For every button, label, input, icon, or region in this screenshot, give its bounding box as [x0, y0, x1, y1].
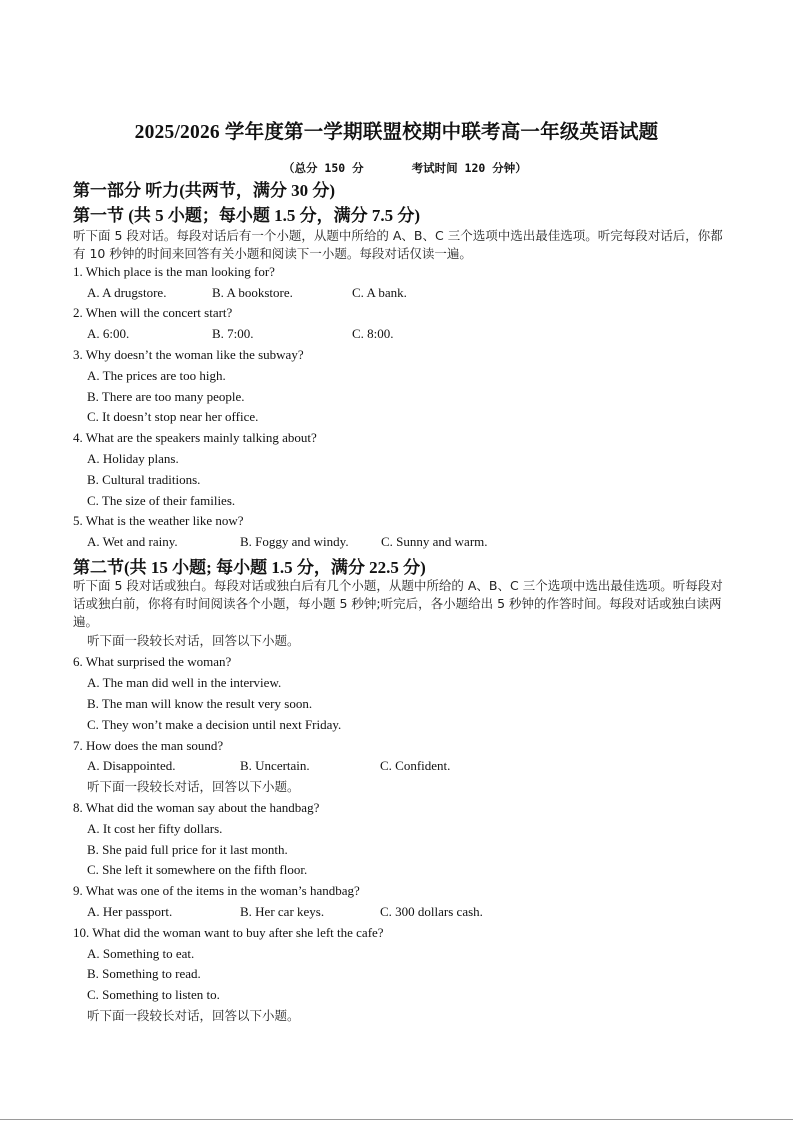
option-c: C. Confident.	[380, 758, 451, 773]
option-a: A. It cost her fifty dollars.	[87, 821, 223, 836]
question-2: 2. When will the concert start?	[73, 305, 233, 320]
question-6: 6. What surprised the woman?	[73, 654, 232, 669]
option-c: C. 300 dollars cash.	[380, 904, 483, 919]
option-a: A. The prices are too high.	[87, 368, 226, 383]
part1-heading: 第一部分 听力(共两节，满分 30 分)	[73, 181, 336, 200]
option-b: B. 7:00.	[212, 326, 254, 341]
option-b: B. Her car keys.	[240, 904, 325, 919]
option-a: A. 6:00.	[87, 326, 130, 341]
option-c: C. The size of their families.	[87, 493, 236, 508]
option-c: C. They won’t make a decision until next Friday.	[87, 717, 342, 732]
option-b: B. A bookstore.	[212, 285, 293, 300]
option-c: C. A bank.	[352, 285, 407, 300]
dialogue-note: 听下面一段较长对话，回答以下小题。	[87, 1008, 300, 1023]
exam-subtitle	[283, 160, 527, 176]
option-c: C. Sunny and warm.	[381, 534, 488, 549]
section1-instructions: 听下面 5 段对话。每段对话后有一个小题，从题中所给的 A、B、C 三个选项中选出最佳选项。听完每段对话后，你都有 10 秒钟的时间来回答有关小题和阅读下一小题。每段对话仅读一遍。	[73, 228, 723, 261]
exam-title: 2025/2026 学年度第一学期联盟校期中联考高一年级英语试题	[134, 122, 659, 143]
dialogue-note: 听下面一段较长对话，回答以下小题。	[87, 633, 300, 648]
section2-instructions: 听下面 5 段对话或独白。每段对话或独白后有几个小题，从题中所给的 A、B、C 三个选项中选出最佳选项。听每段对话或独白前，你将有时间阅读各个小题，每小题 5 秒钟;听完后，各小题给出 5 秒钟的作答时间。每段对话或独白读两遍。	[73, 578, 723, 629]
exam-time: 考试时间 120 分钟）	[411, 161, 527, 175]
option-b: B. Foggy and windy.	[240, 534, 349, 549]
option-b: B. The man will know the result very soon.	[87, 696, 313, 711]
question-3: 3. Why doesn’t the woman like the subway?	[73, 347, 304, 362]
option-a: A. Wet and rainy.	[87, 534, 178, 549]
question-7: 7. How does the man sound?	[73, 738, 224, 753]
option-a: A. A drugstore.	[87, 285, 167, 300]
question-5: 5. What is the weather like now?	[73, 513, 244, 528]
option-a: A. Her passport.	[87, 904, 173, 919]
option-b: B. Cultural traditions.	[87, 472, 201, 487]
dialogue-note: 听下面一段较长对话，回答以下小题。	[87, 779, 300, 794]
option-a: A. Disappointed.	[87, 758, 176, 773]
question-10: 10. What did the woman want to buy after she left the cafe?	[73, 925, 384, 940]
question-1: 1. Which place is the man looking for?	[73, 264, 275, 279]
option-c: C. It doesn’t stop near her office.	[87, 409, 259, 424]
section2-heading: 第二节(共 15 小题; 每小题 1.5 分，满分 22.5 分)	[73, 558, 426, 577]
question-9: 9. What was one of the items in the woman’s handbag?	[73, 883, 360, 898]
option-b: B. She paid full price for it last month.	[87, 842, 288, 857]
section1-heading: 第一节 (共 5 小题；每小题 1.5 分，满分 7.5 分)	[73, 206, 421, 225]
option-a: A. Holiday plans.	[87, 451, 179, 466]
question-8: 8. What did the woman say about the handbag?	[73, 800, 320, 815]
option-a: A. The man did well in the interview.	[87, 675, 282, 690]
page-bottom-rule	[0, 1119, 793, 1120]
question-4: 4. What are the speakers mainly talking about?	[73, 430, 317, 445]
option-c: C. She left it somewhere on the fifth floor.	[87, 862, 308, 877]
option-c: C. 8:00.	[352, 326, 394, 341]
total-score: （总分 150 分	[283, 161, 364, 175]
option-b: B. Something to read.	[87, 966, 201, 981]
option-a: A. Something to eat.	[87, 946, 195, 961]
option-b: B. Uncertain.	[240, 758, 310, 773]
option-c: C. Something to listen to.	[87, 987, 220, 1002]
option-b: B. There are too many people.	[87, 389, 245, 404]
